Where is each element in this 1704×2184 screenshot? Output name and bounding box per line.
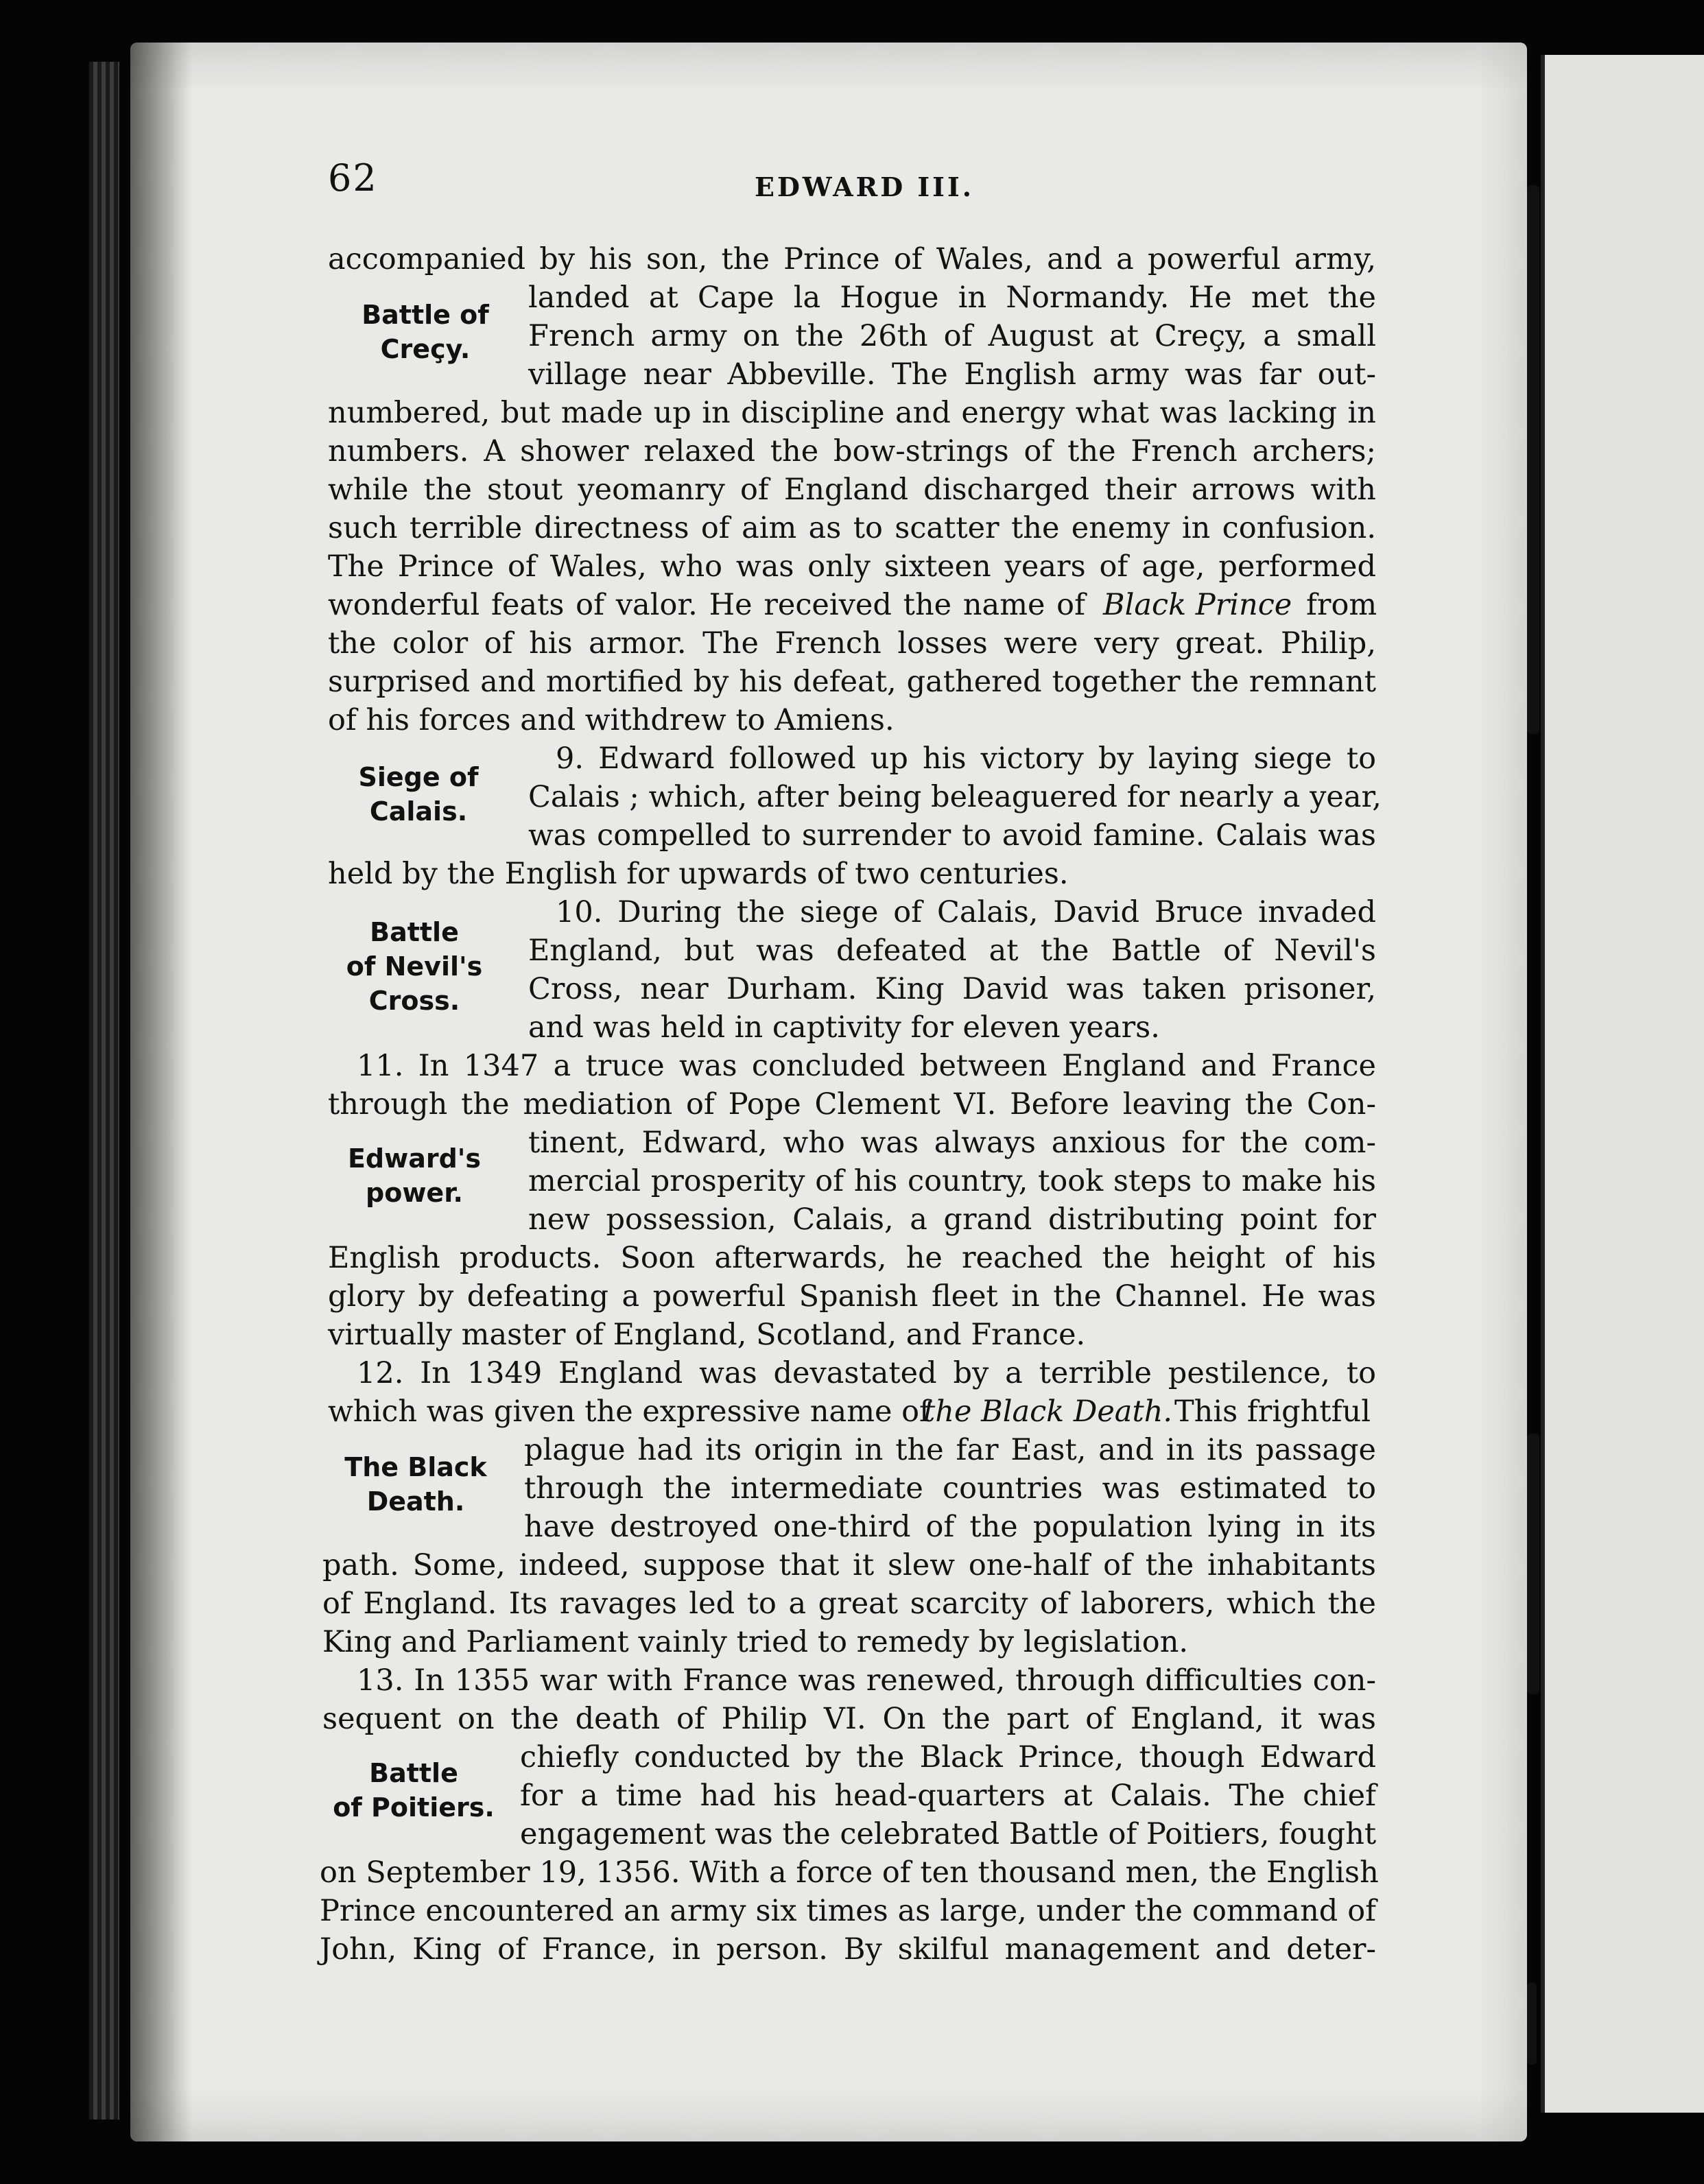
gutter-shadow bbox=[130, 43, 192, 2141]
text-line: chiefly conducted by the Black Prince, though Edward bbox=[520, 1740, 1376, 1774]
text-line: Cross, near Durham. King David was taken prisoner, bbox=[528, 972, 1376, 1006]
text-line: wonderful feats of valor. He received the name of bbox=[328, 588, 1085, 622]
text-line: such terrible directness of aim as to scatter the enemy in confusion. bbox=[328, 511, 1376, 545]
text-line: plague had its origin in the far East, and in its passage bbox=[524, 1433, 1376, 1467]
page-number: 62 bbox=[328, 156, 378, 200]
text-line: 12. In 1349 England was devastated by a terrible pestilence, to bbox=[357, 1356, 1376, 1390]
side-note-line: of Poitiers. bbox=[333, 1792, 495, 1823]
text-line: from bbox=[1306, 588, 1377, 622]
text-line: on September 19, 1356. With a force of ten thousand men, the English bbox=[320, 1855, 1379, 1890]
text-line: through the intermediate countries was estimated to bbox=[524, 1471, 1376, 1506]
side-note-line: Creçy. bbox=[380, 334, 471, 364]
text-line: the color of his armor. The French losses were very great. Philip, bbox=[328, 626, 1376, 661]
text-line: numbers. A shower relaxed the bow-strings of the French archers; bbox=[328, 434, 1376, 468]
text-line: 10. During the siege of Calais, David Bruce invaded bbox=[556, 895, 1376, 929]
text-line: Prince encountered an army six times as large, under the command of bbox=[320, 1894, 1376, 1928]
text-line: while the stout yeomanry of England discharged their arrows with bbox=[328, 473, 1376, 507]
side-note-the-black-death bbox=[333, 1450, 498, 1519]
text-line: sequent on the death of Philip VI. On the part of England, it was bbox=[322, 1702, 1376, 1736]
page-edge-mark bbox=[1527, 1982, 1537, 2065]
side-note-line: Siege of bbox=[358, 762, 479, 792]
text-line: village near Abbeville. The English army was far out- bbox=[528, 357, 1376, 392]
side-note-line: Edward's bbox=[347, 1143, 482, 1174]
side-note-battle-of-poitiers bbox=[314, 1756, 513, 1825]
text-line-italic: the Black Death. bbox=[923, 1394, 1173, 1429]
text-line: 9. Edward followed up his victory by laying siege to bbox=[556, 741, 1376, 776]
text-line: 13. In 1355 war with France was renewed, through difficulties con- bbox=[357, 1663, 1376, 1698]
text-line: of England. Its ravages led to a great scarcity of laborers, which the bbox=[322, 1587, 1376, 1621]
text-line: held by the English for upwards of two centuries. bbox=[328, 857, 1069, 891]
side-note-line: Battle of bbox=[362, 300, 489, 330]
side-note-edwards-power bbox=[332, 1141, 497, 1210]
text-line: through the mediation of Pope Clement VI. Before leaving the Con- bbox=[328, 1087, 1376, 1121]
text-line: tinent, Edward, who was always anxious for the com- bbox=[528, 1126, 1376, 1160]
page-edge-mark bbox=[1527, 185, 1539, 734]
side-note-siege-of-calais bbox=[336, 760, 501, 829]
text-line: of his forces and withdrew to Amiens. bbox=[328, 703, 895, 737]
adjacent-page-edge bbox=[1541, 55, 1704, 2113]
text-line: King and Parliament vainly tried to remedy by legislation. bbox=[322, 1625, 1189, 1659]
side-note-line: The Black bbox=[344, 1452, 487, 1482]
text-line: path. Some, indeed, suppose that it slew one-half of the inhabitants bbox=[322, 1548, 1376, 1582]
text-line: and was held in captivity for eleven years. bbox=[528, 1010, 1160, 1045]
text-line: England, but was defeated at the Battle of Nevil's bbox=[528, 934, 1376, 968]
side-note-line: Battle bbox=[370, 917, 459, 947]
text-line: glory by defeating a powerful Spanish fleet in the Channel. He was bbox=[328, 1279, 1376, 1314]
side-note-line: Cross. bbox=[368, 986, 460, 1016]
text-line: French army on the 26th of August at Creçy, a small bbox=[528, 319, 1376, 353]
text-line: numbered, but made up in discipline and energy what was lacking in bbox=[328, 396, 1376, 430]
side-note-battle-of-crecy bbox=[343, 298, 508, 366]
side-note-line: power. bbox=[366, 1178, 463, 1208]
text-line: new possession, Calais, a grand distributing point for bbox=[528, 1202, 1376, 1237]
side-note-line: Battle bbox=[369, 1758, 458, 1788]
text-line: This frightful bbox=[1174, 1394, 1371, 1429]
page-edge-mark bbox=[1527, 1434, 1539, 1694]
text-line: landed at Cape la Hogue in Normandy. He met the bbox=[528, 281, 1376, 315]
running-title: EDWARD III. bbox=[755, 171, 974, 202]
text-line: have destroyed one-third of the population lying in its bbox=[524, 1510, 1376, 1544]
text-line: mercial prosperity of his country, took steps to make his bbox=[528, 1164, 1376, 1198]
text-line: 11. In 1347 a truce was concluded between England and France bbox=[357, 1049, 1376, 1083]
text-line: accompanied by his son, the Prince of Wales, and a powerful army, bbox=[328, 242, 1376, 276]
text-line: The Prince of Wales, who was only sixteen years of age, performed bbox=[328, 549, 1376, 584]
text-line: surprised and mortified by his defeat, gathered together the remnant bbox=[328, 665, 1376, 699]
side-note-line: Calais. bbox=[369, 796, 468, 827]
text-line: engagement was the celebrated Battle of Poitiers, fought bbox=[520, 1817, 1377, 1851]
text-line: Calais ; which, after being beleaguered for nearly a year, bbox=[528, 780, 1382, 814]
text-line: English products. Soon afterwards, he reached the height of his bbox=[328, 1241, 1376, 1275]
text-line: which was given the expressive name of bbox=[328, 1394, 930, 1429]
text-line: John, King of France, in person. By skilful management and deter- bbox=[320, 1932, 1376, 1967]
text-line: virtually master of England, Scotland, and France. bbox=[328, 1318, 1086, 1352]
text-line-italic: Black Prince bbox=[1103, 588, 1292, 622]
text-line: for a time had his head-quarters at Calais. The chief bbox=[520, 1779, 1376, 1813]
side-note-battle-of-nevils-cross bbox=[332, 915, 497, 1018]
side-note-line: Death. bbox=[366, 1486, 465, 1517]
text-line: was compelled to surrender to avoid famine. Calais was bbox=[528, 818, 1376, 853]
side-note-line: of Nevil's bbox=[346, 951, 483, 982]
book-binding bbox=[89, 62, 119, 2120]
